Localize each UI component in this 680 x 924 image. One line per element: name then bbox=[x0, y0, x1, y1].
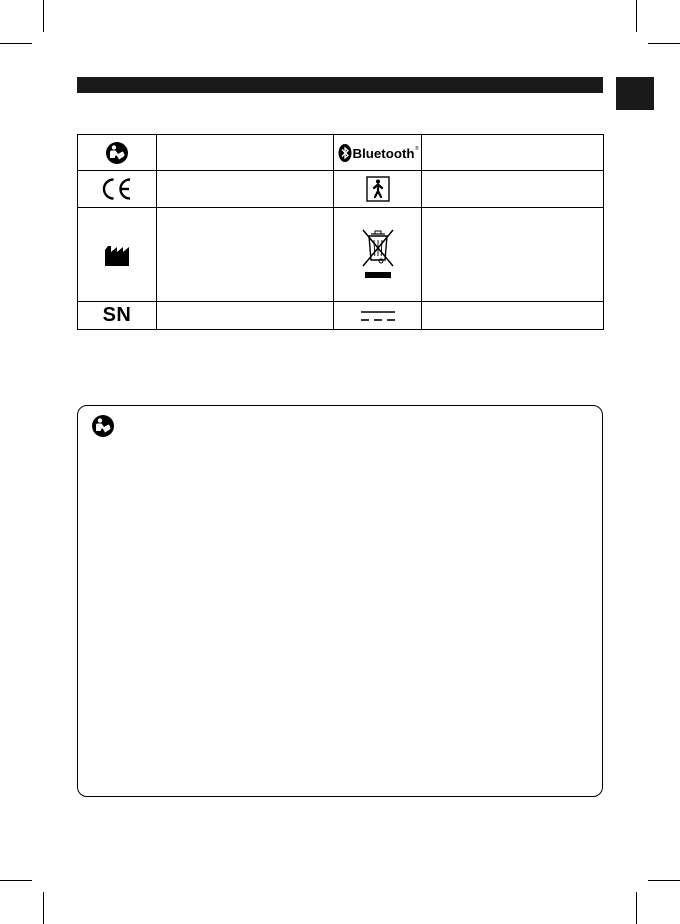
svg-text:®: ® bbox=[414, 145, 419, 152]
symbol-description bbox=[157, 171, 334, 208]
symbol-description bbox=[157, 208, 334, 302]
symbol-cell bbox=[334, 135, 422, 171]
symbol-cell bbox=[334, 302, 422, 330]
crop-mark-bottom-right-h bbox=[648, 880, 680, 881]
direct-current-icon bbox=[360, 309, 396, 323]
read-instructions-icon bbox=[105, 141, 129, 165]
symbol-description bbox=[422, 171, 604, 208]
table-row bbox=[78, 171, 604, 208]
symbol-cell bbox=[78, 302, 157, 330]
crop-mark-top-right-v bbox=[636, 0, 637, 32]
symbol-cell bbox=[334, 208, 422, 302]
symbol-description bbox=[422, 135, 604, 171]
crop-mark-bottom-left-v bbox=[43, 892, 44, 924]
read-instructions-icon bbox=[91, 414, 115, 438]
section-header-bar bbox=[77, 77, 603, 93]
table-row bbox=[78, 135, 604, 171]
symbols-table bbox=[77, 134, 604, 330]
crop-mark-top-left-h bbox=[0, 43, 32, 44]
type-bf-applied-part-icon bbox=[366, 176, 390, 202]
symbol-description bbox=[422, 302, 604, 330]
bluetooth-logo-text: Bluetooth bbox=[352, 145, 415, 161]
table-row bbox=[78, 208, 604, 302]
ce-mark-icon bbox=[99, 177, 135, 201]
language-side-tab bbox=[616, 77, 654, 110]
serial-number-icon: SN bbox=[102, 304, 132, 326]
table-row bbox=[78, 302, 604, 330]
weee-crossed-bin-icon bbox=[361, 228, 395, 282]
symbol-cell bbox=[78, 171, 157, 208]
manufacturer-icon bbox=[104, 243, 130, 267]
crop-mark-bottom-left-h bbox=[0, 880, 32, 881]
symbol-description bbox=[157, 135, 334, 171]
instructions-note-box bbox=[77, 405, 603, 797]
symbol-description bbox=[422, 208, 604, 302]
bluetooth-logo bbox=[337, 143, 419, 163]
symbol-cell bbox=[334, 171, 422, 208]
crop-mark-top-left-v bbox=[43, 0, 44, 32]
crop-mark-top-right-h bbox=[648, 43, 680, 44]
symbol-description bbox=[157, 302, 334, 330]
symbol-cell bbox=[78, 208, 157, 302]
symbol-cell bbox=[78, 135, 157, 171]
crop-mark-bottom-right-v bbox=[636, 892, 637, 924]
